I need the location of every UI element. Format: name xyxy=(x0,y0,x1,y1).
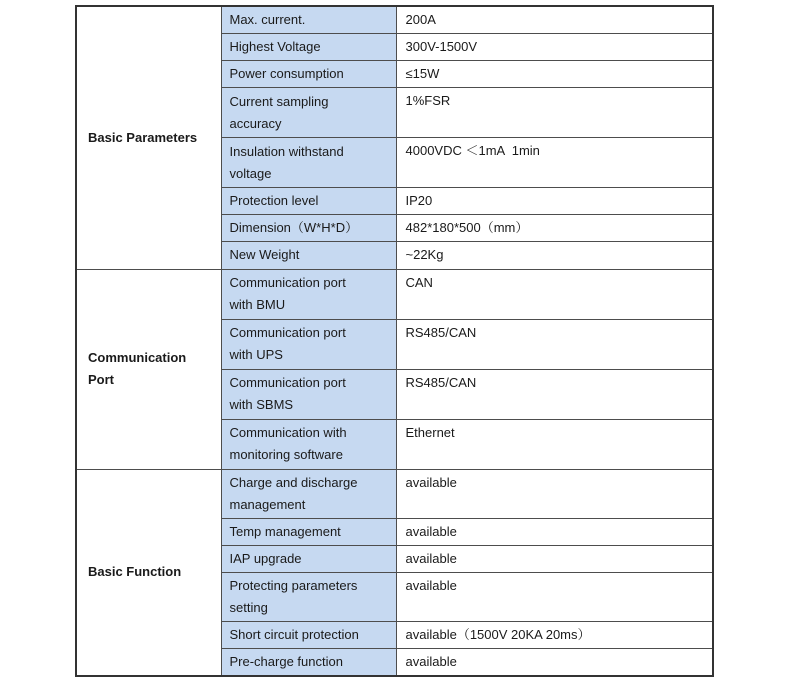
value-cell: available xyxy=(396,572,713,621)
value-cell: available xyxy=(396,545,713,572)
param-cell: Charge and discharge management xyxy=(221,469,396,518)
param-cell: Communication port with UPS xyxy=(221,319,396,369)
param-cell: New Weight xyxy=(221,242,396,269)
table-row xyxy=(76,269,713,319)
category-cell-basic-function: Basic Function xyxy=(76,469,221,676)
param-cell: Communication with monitoring software xyxy=(221,419,396,469)
param-cell: Dimension（W*H*D） xyxy=(221,215,396,242)
value-cell: 482*180*500（mm） xyxy=(396,215,713,242)
value-cell: IP20 xyxy=(396,188,713,215)
value-cell: CAN xyxy=(396,269,713,319)
param-cell: Power consumption xyxy=(221,61,396,88)
param-cell: Highest Voltage xyxy=(221,34,396,61)
value-cell: available xyxy=(396,469,713,518)
value-cell: Ethernet xyxy=(396,419,713,469)
param-cell: Protecting parameters setting xyxy=(221,572,396,621)
table-row xyxy=(76,6,713,34)
param-cell: Communication port with BMU xyxy=(221,269,396,319)
param-cell: IAP upgrade xyxy=(221,545,396,572)
spec-table xyxy=(75,5,714,677)
param-cell: Max. current. xyxy=(221,6,396,34)
param-cell: Short circuit protection xyxy=(221,622,396,649)
value-cell: RS485/CAN xyxy=(396,319,713,369)
value-cell: 1%FSR xyxy=(396,88,713,138)
param-cell: Current sampling accuracy xyxy=(221,88,396,138)
category-cell-basic-parameters: Basic Parameters xyxy=(76,6,221,269)
value-cell: available（1500V 20KA 20ms） xyxy=(396,622,713,649)
param-cell: Protection level xyxy=(221,188,396,215)
param-cell: Communication port with SBMS xyxy=(221,369,396,419)
value-cell: ≤15W xyxy=(396,61,713,88)
param-cell: Temp management xyxy=(221,518,396,545)
param-cell: Pre-charge function xyxy=(221,649,396,677)
value-cell: RS485/CAN xyxy=(396,369,713,419)
param-cell: Insulation withstand voltage xyxy=(221,138,396,188)
value-cell: available xyxy=(396,518,713,545)
value-cell: available xyxy=(396,649,713,677)
value-cell: 300V-1500V xyxy=(396,34,713,61)
category-cell-communication-port: Communication Port xyxy=(76,269,221,469)
table-row xyxy=(76,469,713,518)
value-cell: 4000VDC ＜1mA 1min xyxy=(396,138,713,188)
value-cell: 200A xyxy=(396,6,713,34)
value-cell: ~22Kg xyxy=(396,242,713,269)
